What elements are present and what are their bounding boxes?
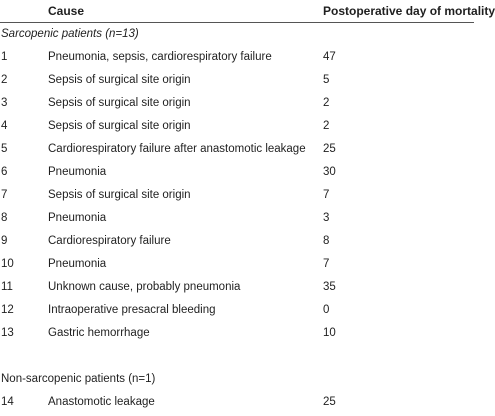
table-row [0, 327, 474, 343]
row-day: 3 [323, 212, 330, 224]
table-row [0, 281, 474, 297]
table-row [0, 258, 474, 274]
row-number: 9 [1, 235, 8, 247]
table-row [0, 189, 474, 205]
header-rule [0, 22, 474, 23]
row-day: 2 [323, 97, 330, 109]
row-cause: Pneumonia [48, 212, 107, 224]
row-number: 12 [1, 304, 14, 316]
row-cause: Gastric hemorrhage [48, 327, 150, 339]
row-cause: Anastomotic leakage [48, 396, 155, 408]
table-row [0, 120, 474, 136]
row-cause: Sepsis of surgical site origin [48, 74, 191, 86]
row-number: 11 [1, 281, 13, 293]
row-day: 5 [323, 74, 330, 86]
row-day: 47 [323, 51, 336, 63]
row-day: 10 [323, 327, 336, 339]
row-number: 14 [1, 396, 14, 408]
row-day: 7 [323, 189, 330, 201]
table-header [0, 0, 495, 22]
row-cause: Unknown cause, probably pneumonia [48, 281, 241, 293]
group-label-non-sarcopenic: Non-sarcopenic patients (n=1) [1, 373, 156, 385]
row-number: 8 [1, 212, 8, 224]
header-cause: Cause [48, 4, 85, 18]
row-number: 10 [1, 258, 14, 270]
row-cause: Pneumonia [48, 258, 107, 270]
table-row [0, 97, 474, 113]
row-number: 5 [1, 143, 8, 155]
row-cause: Sepsis of surgical site origin [48, 97, 191, 109]
row-cause: Sepsis of surgical site origin [48, 189, 191, 201]
row-cause: Cardiorespiratory failure [48, 235, 171, 247]
row-day: 35 [323, 281, 336, 293]
row-number: 2 [1, 74, 8, 86]
header-postop-day: Postoperative day of mortality [323, 4, 495, 18]
row-cause: Cardiorespiratory failure after anastomotic leakage [48, 143, 306, 155]
row-number: 7 [1, 189, 8, 201]
table-row [0, 74, 474, 90]
table-row [0, 235, 474, 251]
table-row [0, 51, 474, 67]
row-day: 8 [323, 235, 330, 247]
row-number: 1 [1, 51, 8, 63]
row-number: 3 [1, 97, 8, 109]
row-number: 13 [1, 327, 14, 339]
row-day: 0 [323, 304, 330, 316]
table-row [0, 304, 474, 320]
row-cause: Intraoperative presacral bleeding [48, 304, 216, 316]
group-label-sarcopenic: Sarcopenic patients (n=13) [1, 28, 139, 40]
row-day: 25 [323, 396, 336, 408]
row-day: 7 [323, 258, 330, 270]
table-row [0, 396, 474, 412]
row-day: 2 [323, 120, 330, 132]
row-number: 6 [1, 166, 8, 178]
table-row [0, 143, 474, 159]
row-cause: Pneumonia, sepsis, cardiorespiratory failure [48, 51, 272, 63]
row-cause: Sepsis of surgical site origin [48, 120, 191, 132]
table-row [0, 212, 474, 228]
row-number: 4 [1, 120, 8, 132]
row-day: 30 [323, 166, 336, 178]
table-row [0, 166, 474, 182]
row-cause: Pneumonia [48, 166, 107, 178]
row-day: 25 [323, 143, 336, 155]
